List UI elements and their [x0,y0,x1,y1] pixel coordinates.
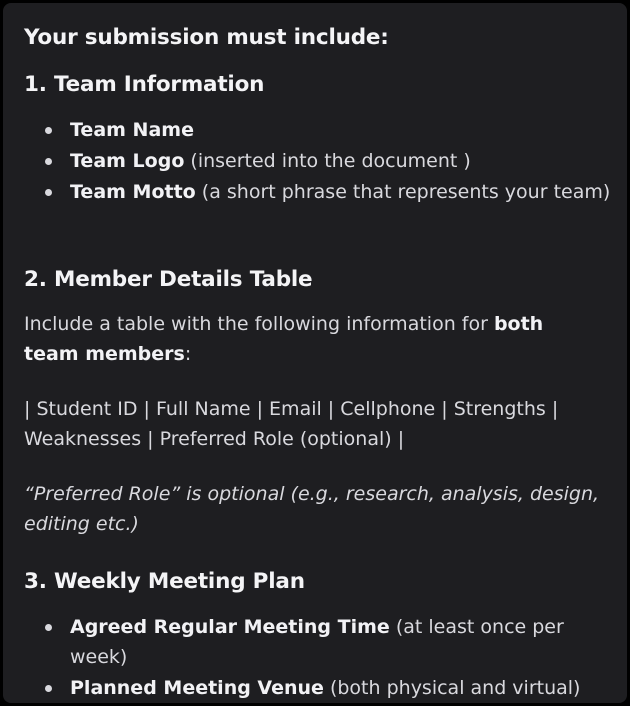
section-title-weekly-meeting-plan: 3. Weekly Meeting Plan [24,569,305,594]
list-item [24,612,614,672]
team-information-list [24,115,614,208]
section-title-member-details-table: 2. Member Details Table [24,267,313,292]
bullet-icon [45,189,52,196]
bullet-icon [45,127,52,134]
content-panel [3,3,627,703]
preferred-role-note [24,479,604,539]
intro-text-end: : [184,343,192,365]
member-details-intro [24,309,604,369]
bullet-icon [45,685,52,692]
list-item-bold: Team Name [70,119,194,141]
list-item [24,146,614,176]
weekly-meeting-list [24,612,614,704]
list-item-text: (inserted into the document ) [184,150,471,172]
intro-text: Include a table with the following information for [24,313,494,335]
list-item-text: (at least once per week) [70,616,564,668]
list-item-bold: Agreed Regular Meeting Time [70,616,390,638]
bullet-icon [45,158,52,165]
intro-bold-text: both team members [24,313,544,365]
list-item [24,177,614,207]
bullet-icon [45,624,52,631]
section-title-team-information: 1. Team Information [24,72,265,97]
list-item-bold: Team Motto [70,181,196,203]
list-item-text: (both physical and virtual) [323,677,581,699]
list-item-bold: Team Logo [70,150,185,172]
list-item [24,115,614,145]
list-item [24,673,614,703]
table-columns-line: | Student ID | Full Name | Email | Cellphone | Strengths | Weaknesses | Preferred Role (optional) | [24,398,559,450]
list-item-bold: Planned Meeting Venue [70,677,324,699]
note-text: “Preferred Role” is optional (e.g., research, analysis, design, editing etc.) [24,483,600,535]
list-item-text: (a short phrase that represents your team) [195,181,611,203]
page-title: Your submission must include: [24,25,389,50]
